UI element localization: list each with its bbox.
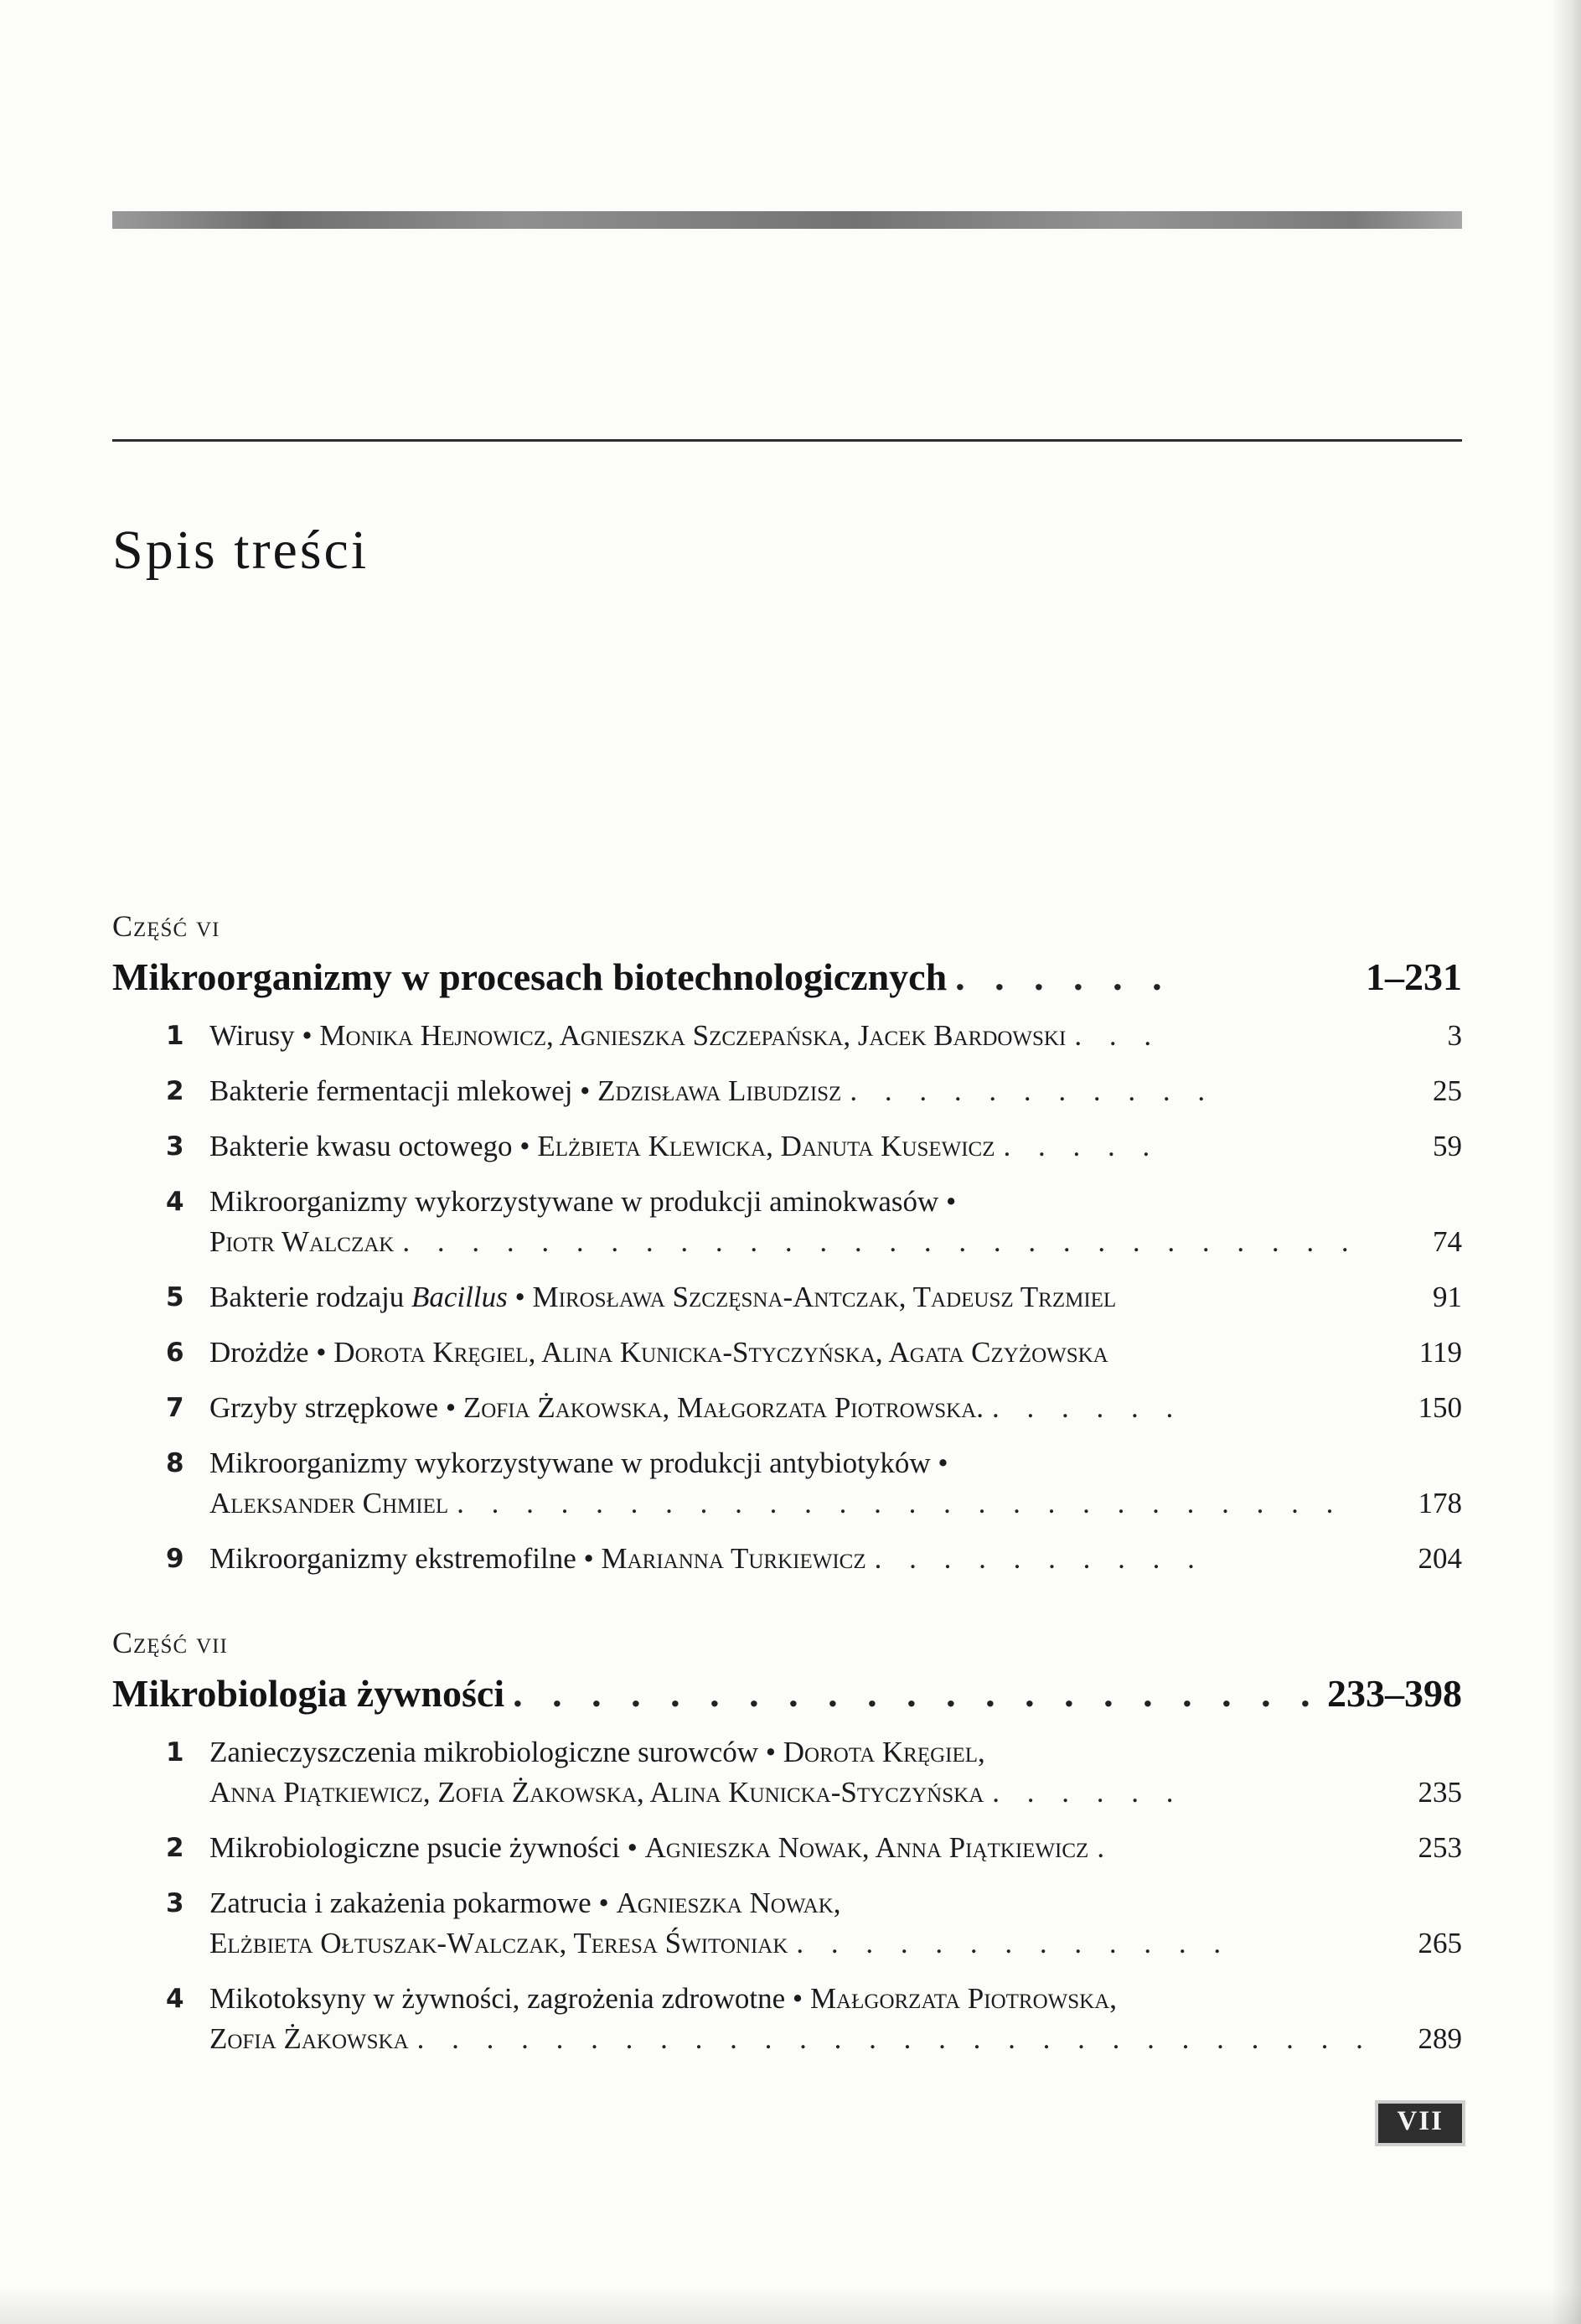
entry-text <box>209 1923 788 1964</box>
entry-number: 1 <box>166 1737 184 1768</box>
entry-line <box>209 1443 1462 1483</box>
section-heading <box>112 1670 1462 1717</box>
entry-body <box>209 1016 1462 1056</box>
dot-leader: . . . . . . . . . . . . . . . . . . . . . . . . . . . . <box>402 1224 1349 1258</box>
section-page-range: 233–398 <box>1327 1671 1462 1715</box>
entry-body <box>209 1979 1462 2059</box>
dot-leader: . . . . . . . . . . . . . . . . . . . . . . . . . . . . <box>416 2021 1363 2055</box>
entry-number: 4 <box>166 1983 184 2014</box>
entry-text <box>209 1979 1117 2019</box>
dot-leader: . . . <box>1074 1018 1152 1052</box>
author-names: Mirosława Szczęsna-Antczak, Tadeusz Trzmiel <box>532 1280 1117 1313</box>
author-names: Małgorzata Piotrowska, <box>809 1981 1117 2015</box>
entry-line <box>209 1773 1462 1813</box>
entry-number: 6 <box>166 1337 184 1368</box>
entry-title-text: Bakterie rodzaju <box>209 1280 412 1313</box>
entry-line <box>209 1388 1462 1428</box>
entry-line <box>209 1016 1462 1056</box>
entry-body <box>209 1539 1462 1579</box>
section-heading-title: Mikrobiologia żywności <box>112 1671 505 1715</box>
entry-number: 3 <box>166 1131 184 1162</box>
entry-title-text: Drożdże • <box>209 1335 334 1369</box>
entry-body <box>209 1883 1462 1964</box>
entry-text <box>209 1016 1066 1056</box>
entry-line <box>209 1539 1462 1579</box>
dot-leader: . . . . . . . . . . . <box>850 1074 1206 1107</box>
entry-number: 9 <box>166 1543 184 1574</box>
entry-number: 5 <box>166 1281 184 1312</box>
toc-entry <box>112 1333 1462 1373</box>
author-names: Marianna Turkiewicz <box>601 1541 866 1575</box>
author-names: Dorota Kręgiel, <box>783 1735 985 1768</box>
entry-text <box>209 1883 841 1923</box>
toc-entry <box>112 1443 1462 1524</box>
page-ref: 25 <box>1433 1074 1462 1107</box>
entry-text <box>209 1277 1116 1317</box>
entry-text <box>209 1182 956 1222</box>
entry-text <box>209 1333 1108 1373</box>
entry-text <box>209 1222 394 1262</box>
page-number-label: VII <box>1397 2106 1444 2136</box>
page-ref: 150 <box>1418 1390 1462 1424</box>
page-ref: 3 <box>1447 1018 1462 1052</box>
dot-leader: . . . . . . <box>992 1390 1174 1424</box>
toc-entry <box>112 1388 1462 1428</box>
entry-line <box>209 1923 1462 1964</box>
entry-body <box>209 1388 1462 1428</box>
author-names: Anna Piątkiewicz, Zofia Żakowska, Alina Kunicka-Styczyńska <box>209 1775 984 1809</box>
entry-number: 8 <box>166 1447 184 1478</box>
dot-leader: . . . . . <box>1003 1129 1150 1162</box>
page-ref: 265 <box>1418 1926 1462 1959</box>
author-names: Zdzisława Libudzisz <box>597 1074 842 1107</box>
page-ref: 253 <box>1418 1830 1462 1864</box>
entry-line <box>209 1883 1462 1923</box>
toc-entry <box>112 1539 1462 1579</box>
entry-title-text: Bakterie fermentacji mlekowej • <box>209 1074 598 1107</box>
author-names: Monika Hejnowicz, Agnieszka Szczepańska, Jacek Bardowski <box>319 1018 1067 1052</box>
entry-title-text: Grzyby strzępkowe • <box>209 1390 463 1424</box>
entry-number: 2 <box>166 1075 184 1106</box>
page-ref: 74 <box>1433 1224 1462 1258</box>
page-number-box <box>1378 2104 1462 2143</box>
toc-sections <box>112 908 1462 2059</box>
page-ref: 289 <box>1418 2021 1462 2055</box>
entry-line <box>209 1483 1462 1524</box>
author-names: Zofia Żakowska, Małgorzata Piotrowska <box>462 1390 977 1424</box>
author-names: Aleksander Chmiel <box>209 1486 449 1519</box>
entry-line <box>209 1979 1462 2019</box>
entry-title-text: Wirusy • <box>209 1018 320 1052</box>
entry-text <box>209 1126 995 1167</box>
page-ref: 59 <box>1433 1129 1462 1162</box>
entry-title-text: Mikotoksyny w żywności, zagrożenia zdrowotne • <box>209 1981 810 2015</box>
entry-body <box>209 1071 1462 1111</box>
header-rule <box>112 439 1462 442</box>
part-label: Część vii <box>112 1625 228 1659</box>
toc-entry <box>112 1883 1462 1964</box>
top-decorative-band <box>112 211 1462 229</box>
entry-number: 2 <box>166 1832 184 1863</box>
entry-body <box>209 1126 1462 1167</box>
author-names: Elżbieta Ołtuszak-Walczak, Teresa Świtoniak <box>209 1926 788 1959</box>
entry-title-text: Mikrobiologiczne psucie żywności • <box>209 1830 645 1864</box>
entry-text <box>209 1071 841 1111</box>
entry-number: 7 <box>166 1392 184 1423</box>
toc-entry <box>112 1071 1462 1111</box>
entry-body <box>209 1732 1462 1813</box>
entry-text <box>209 1388 984 1428</box>
entry-line <box>209 1828 1462 1868</box>
author-names: Agnieszka Nowak, <box>616 1886 841 1919</box>
entry-line <box>209 1333 1462 1373</box>
entry-number: 1 <box>166 1020 184 1051</box>
entry-line <box>209 1126 1462 1167</box>
entry-text <box>209 1539 866 1579</box>
page-ref: 91 <box>1433 1280 1462 1313</box>
entry-text <box>209 1773 984 1813</box>
toc-entry <box>112 1182 1462 1262</box>
page-ref: 119 <box>1418 1335 1462 1369</box>
page-title: Spis treści <box>112 520 369 581</box>
section-heading-title: Mikroorganizmy w procesach biotechnologicznych <box>112 955 948 998</box>
entry-number: 3 <box>166 1887 184 1918</box>
dot-leader: . . . . . . <box>992 1775 1174 1809</box>
entry-title-text: Mikroorganizmy wykorzystywane w produkcji aminokwasów • <box>209 1184 957 1218</box>
italic-term: Bacillus <box>411 1280 508 1313</box>
entry-title-text: Mikroorganizmy wykorzystywane w produkcji antybiotyków • <box>209 1446 948 1479</box>
entry-title-text: Zatrucia i zakażenia pokarmowe • <box>209 1886 617 1919</box>
entry-text <box>209 1828 1088 1868</box>
toc-entry <box>112 1126 1462 1167</box>
section-heading <box>112 954 1462 1001</box>
entry-text <box>209 2019 409 2059</box>
toc-section <box>112 1624 1462 2059</box>
entry-line <box>209 1222 1462 1262</box>
author-names: Elżbieta Klewicka, Danuta Kusewicz <box>537 1129 995 1162</box>
dot-leader: . . . . . . <box>955 955 1162 998</box>
entry-text <box>209 1732 985 1773</box>
toc-section <box>112 908 1462 1579</box>
page-ref: 178 <box>1418 1486 1462 1519</box>
entry-line <box>209 1732 1462 1773</box>
entry-text <box>209 1483 448 1524</box>
entry-body <box>209 1443 1462 1524</box>
part-label: Część vi <box>112 908 220 943</box>
toc-entry <box>112 1016 1462 1056</box>
entry-line <box>209 1071 1462 1111</box>
scan-edge-shadow-bottom <box>0 2287 1581 2324</box>
toc-entry <box>112 1277 1462 1317</box>
entry-line <box>209 1182 1462 1222</box>
section-page-range: 1–231 <box>1366 955 1462 998</box>
dot-leader: . . . . . . . . . . . . . <box>796 1926 1222 1959</box>
toc-entry <box>112 1979 1462 2059</box>
entry-body <box>209 1333 1462 1373</box>
page-ref: 235 <box>1418 1775 1462 1809</box>
entry-title-text: Bakterie kwasu octowego • <box>209 1129 538 1162</box>
author-names: Dorota Kręgiel, Alina Kunicka-Styczyńska, Agata Czyżowska <box>333 1335 1108 1369</box>
author-names: Agnieszka Nowak, Anna Piątkiewicz <box>644 1830 1089 1864</box>
entry-title-text: • <box>507 1280 533 1313</box>
entry-line <box>209 2019 1462 2059</box>
entry-title-text: Zanieczyszczenia mikrobiologiczne surowców • <box>209 1735 783 1768</box>
author-names: Piotr Walczak <box>209 1224 395 1258</box>
dot-leader: . . . . . . . . . . . . . . . . . . . . . <box>513 1671 1310 1715</box>
entry-title-text: . <box>976 1390 984 1424</box>
entry-body <box>209 1182 1462 1262</box>
dot-leader: . . . . . . . . . . . . . . . . . . . . . . . . . . <box>457 1486 1334 1519</box>
entry-body <box>209 1828 1462 1868</box>
entry-line <box>209 1277 1462 1317</box>
toc-entry <box>112 1732 1462 1813</box>
entry-title-text: Mikroorganizmy ekstremofilne • <box>209 1541 602 1575</box>
author-names: Zofia Żakowska <box>209 2021 409 2055</box>
page-ref: 204 <box>1418 1541 1462 1575</box>
dot-leader: . <box>1097 1830 1105 1864</box>
entry-text <box>209 1443 948 1483</box>
entry-number: 4 <box>166 1186 184 1217</box>
dot-leader: . . . . . . . . . . <box>874 1541 1195 1575</box>
entry-body <box>209 1277 1462 1317</box>
toc-entry <box>112 1828 1462 1868</box>
